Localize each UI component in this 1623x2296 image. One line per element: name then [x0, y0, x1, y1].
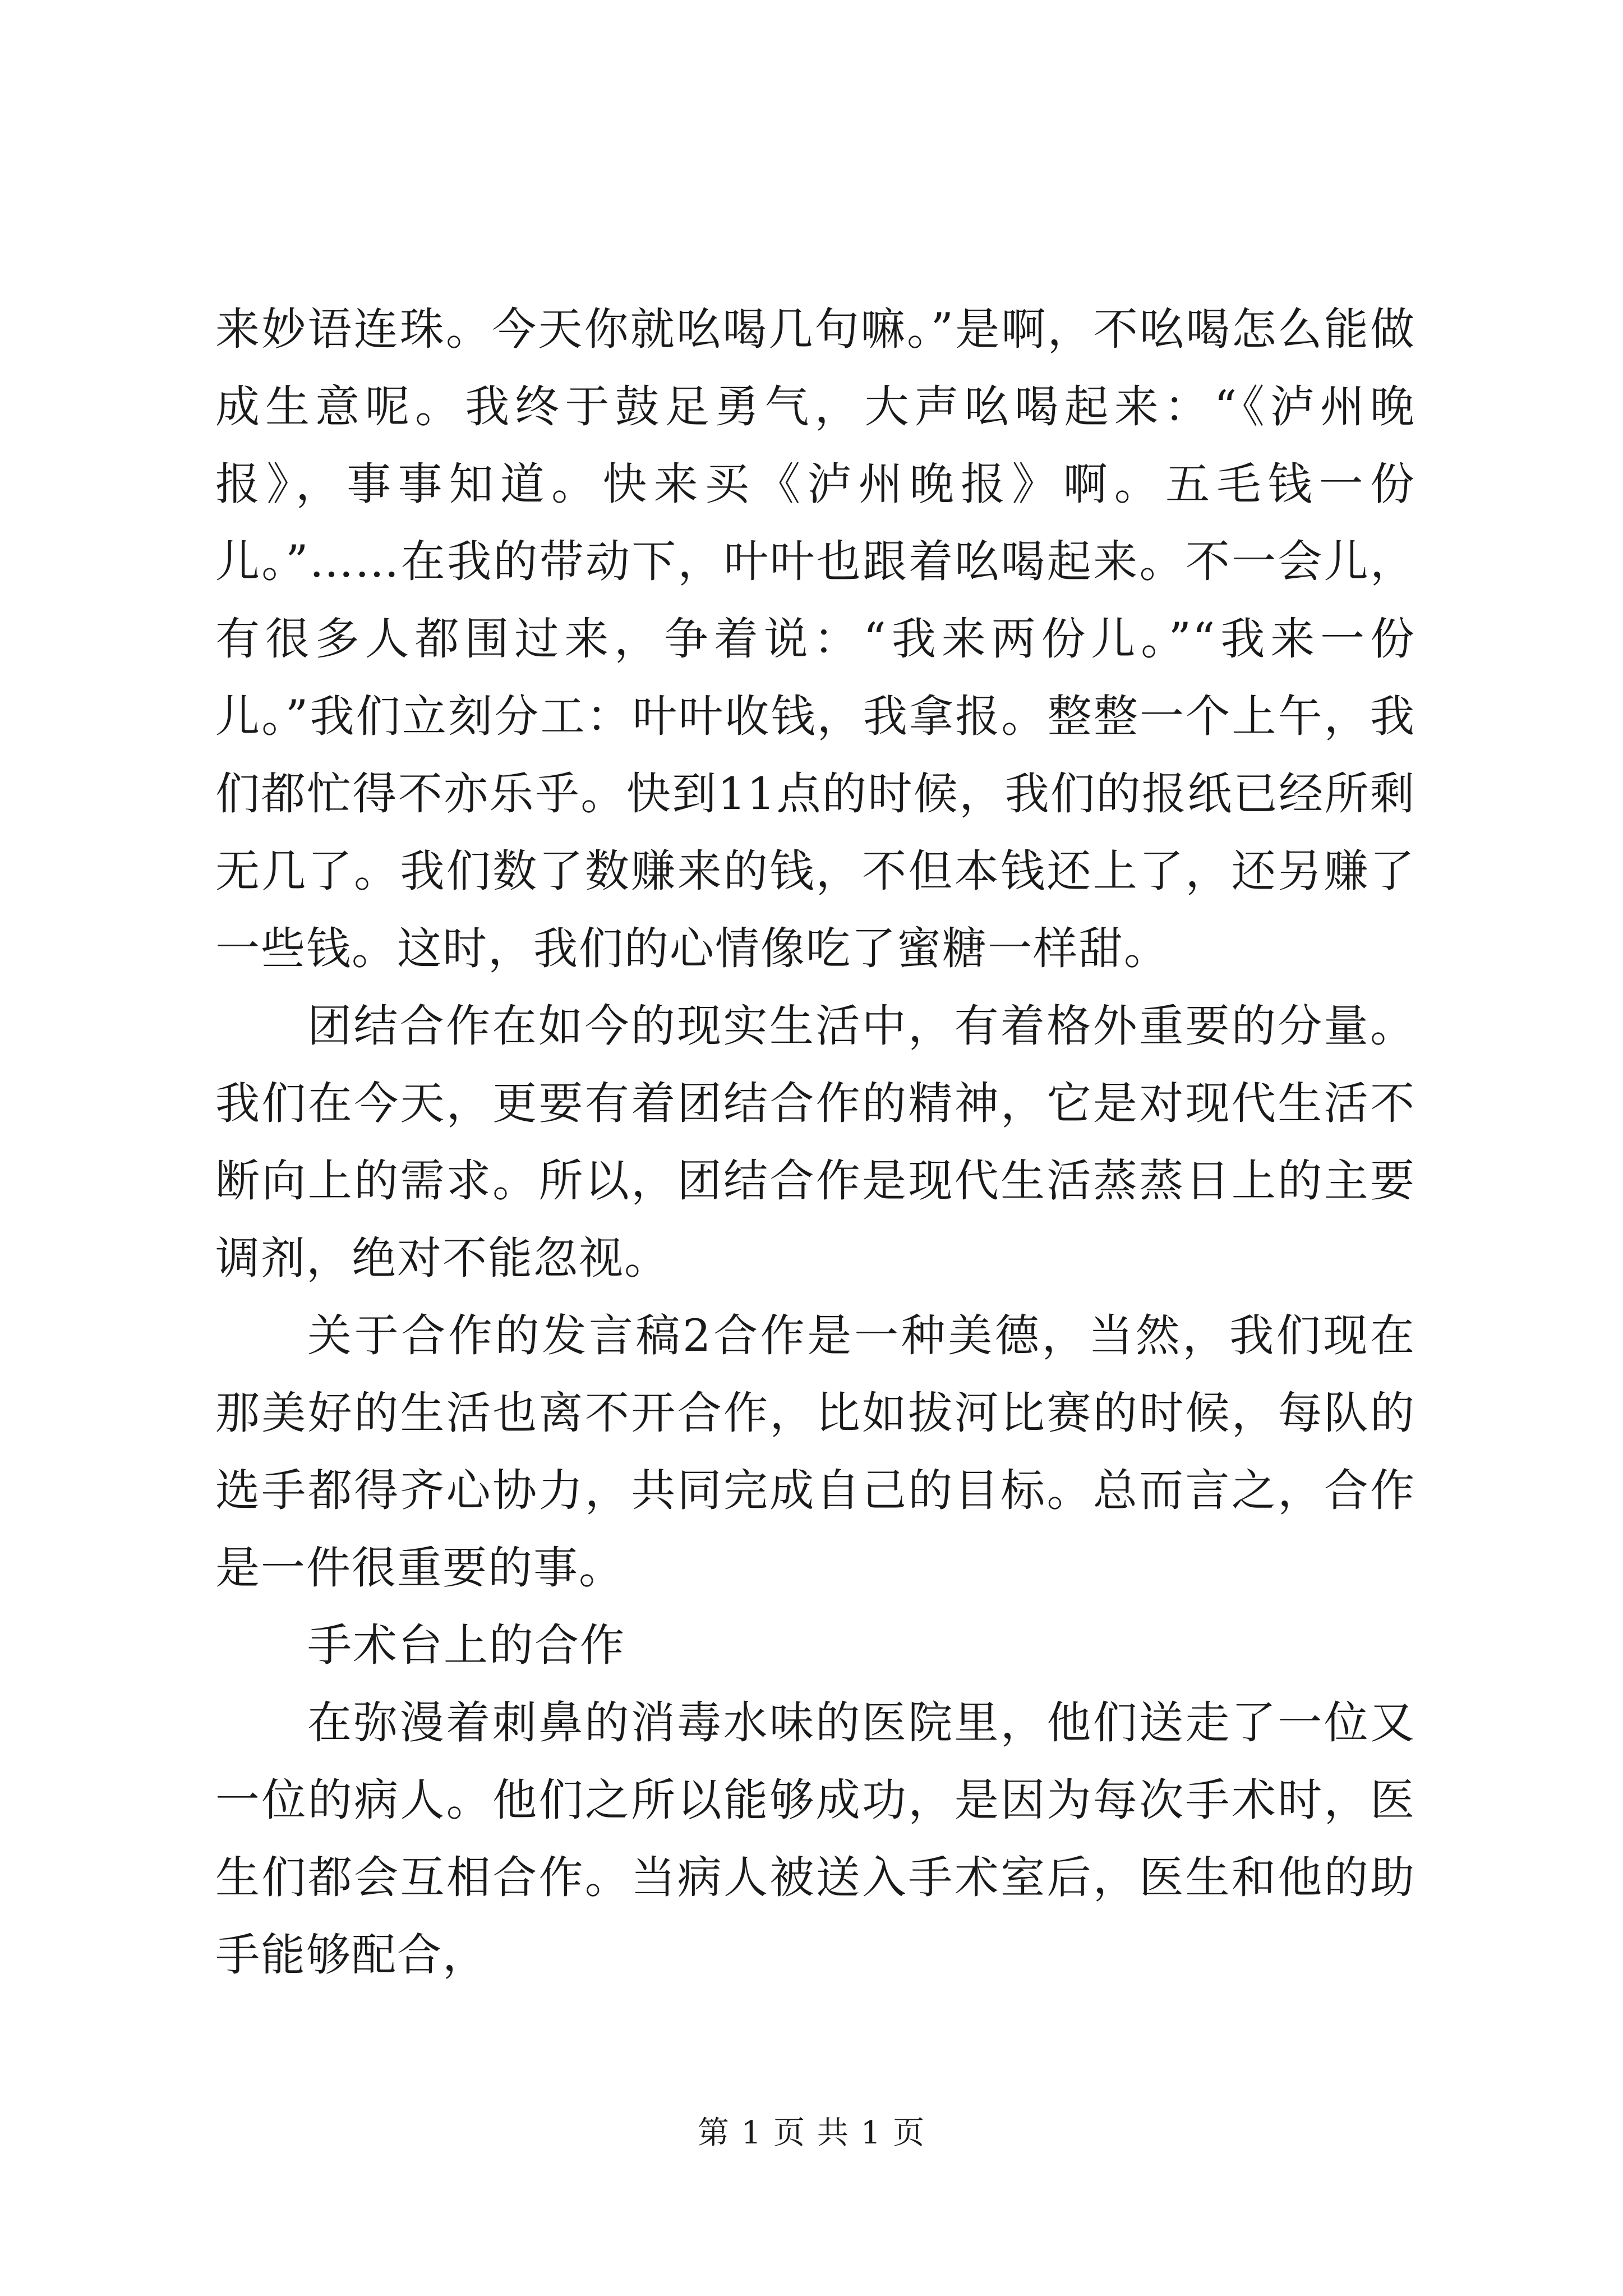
paragraph-continuation: 来妙语连珠。今天你就吆喝几句嘛。”是啊，不吆喝怎么能做成生意呢。我终于鼓足勇气，大声吆喝起来：“《泸州晚报》，事事知道。快来买《泸州晚报》啊。五毛钱一份儿。”……在我的带动下，叶叶也跟着吆喝起来。不一会儿，有很多人都围过来，争着说：“我来两份儿。”“我来一份儿。”我们立刻分工：叶叶收钱，我拿报。整整一个上午，我们都忙得不亦乐乎。快到11点的时候，我们的报纸已经所剩无几了。我们数了数赚来的钱，不但本钱还上了，还另赚了一些钱。这时，我们的心情像吃了蜜糖一样甜。: [215, 303, 1415, 974]
section-heading: 手术台上的合作: [307, 1619, 625, 1671]
paragraph-teamwork-importance: 团结合作在如今的现实生活中，有着格外重要的分量。我们在今天，更要有着团结合作的精神，它是对现代生活不断向上的需求。所以，团结合作是现代生活蒸蒸日上的主要调剂，绝对不能忽视。: [215, 1000, 1415, 1284]
paragraph-hospital: 在弥漫着刺鼻的消毒水味的医院里，他们送走了一位又一位的病人。他们之所以能够成功，是因为每次手术时，医生们都会互相合作。当病人被送入手术室后，医生和他的助手能够配合，: [215, 1697, 1415, 1981]
document-body: [215, 291, 1415, 1994]
page-number-footer: 第 1 页 共 1 页: [697, 2115, 926, 2151]
paragraph-speech-2: 关于合作的发言稿2合作是一种美德，当然，我们现在那美好的生活也离不开合作，比如拔河比赛的时候，每队的选手都得齐心协力，共同完成自己的目标。总而言之，合作是一件很重要的事。: [215, 1310, 1415, 1594]
